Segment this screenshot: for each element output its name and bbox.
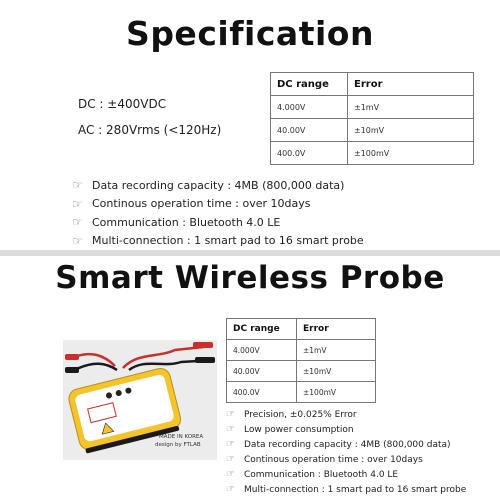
specification-title: Specification [126,14,374,53]
list-item [226,452,466,467]
error-cell: ±10mV [348,119,474,142]
range-cell: 40.00V [271,119,348,142]
list-item [226,467,466,482]
range-cell: 4.000V [227,340,297,361]
header-error: Error [348,73,474,96]
pointing-hand-icon: ☞ [72,233,83,248]
range-cell: 400.0V [271,142,348,165]
feature-text: Data recording capacity : 4MB (800,000 data) [92,178,345,192]
list-item [72,232,364,251]
list-item [72,176,364,195]
feature-text: Communication : Bluetooth 4.0 LE [244,469,399,480]
feature-text: Precision, ±0.025% Error [244,409,357,420]
error-cell: ±100mV [297,382,376,403]
probe-title: Smart Wireless Probe [55,260,445,296]
list-item [226,437,466,452]
feature-text: Communication : Bluetooth 4.0 LE [92,215,281,229]
feature-text: Continous operation time : over 10days [92,197,311,211]
design-by-label: design by FTLAB [155,442,201,448]
range-cell: 4.000V [271,96,348,119]
ac-spec-line: AC : 280Vrms (<120Hz) [78,123,222,137]
error-cell: ±10mV [297,361,376,382]
table-header-row [271,73,474,96]
product-photo [63,340,217,460]
feature-text: Data recording capacity : 4MB (800,000 data) [244,439,451,450]
range-cell: 400.0V [227,382,297,403]
specification-feature-list [72,176,364,250]
table-row [227,340,376,361]
pointing-hand-icon: ☞ [226,454,235,465]
probe-dc-range-table [226,318,376,403]
header-dc-range: DC range [271,73,348,96]
dc-range-table [270,72,474,165]
feature-text: Multi-connection : 1 smart pad to 16 smart probe [92,234,364,248]
feature-text: Multi-connection : 1 smart pad to 16 smart probe [244,484,467,495]
table-row [271,119,474,142]
error-cell: ±1mV [348,96,474,119]
pointing-hand-icon: ☞ [72,196,83,211]
list-item [226,422,466,437]
list-item [226,482,466,497]
table-row [271,142,474,165]
list-item [72,213,364,232]
dc-spec-line: DC : ±400VDC [78,97,167,111]
pointing-hand-icon: ☞ [226,484,235,495]
feature-text: Low power consumption [244,424,354,435]
list-item [72,195,364,214]
error-cell: ±1mV [297,340,376,361]
pointing-hand-icon: ☞ [226,469,235,480]
range-cell: 40.00V [227,361,297,382]
pointing-hand-icon: ☞ [226,439,235,450]
table-row [271,96,474,119]
table-row [227,382,376,403]
table-row [227,361,376,382]
header-error: Error [297,319,376,340]
made-in-label: MADE IN KOREA [159,434,204,440]
pointing-hand-icon: ☞ [72,215,83,230]
table-header-row [227,319,376,340]
header-dc-range: DC range [227,319,297,340]
error-cell: ±100mV [348,142,474,165]
pointing-hand-icon: ☞ [226,409,235,420]
feature-text: Continous operation time : over 10days [244,454,423,465]
probe-feature-list [226,407,466,497]
pointing-hand-icon: ☞ [72,178,83,193]
list-item [226,407,466,422]
pointing-hand-icon: ☞ [226,424,235,435]
